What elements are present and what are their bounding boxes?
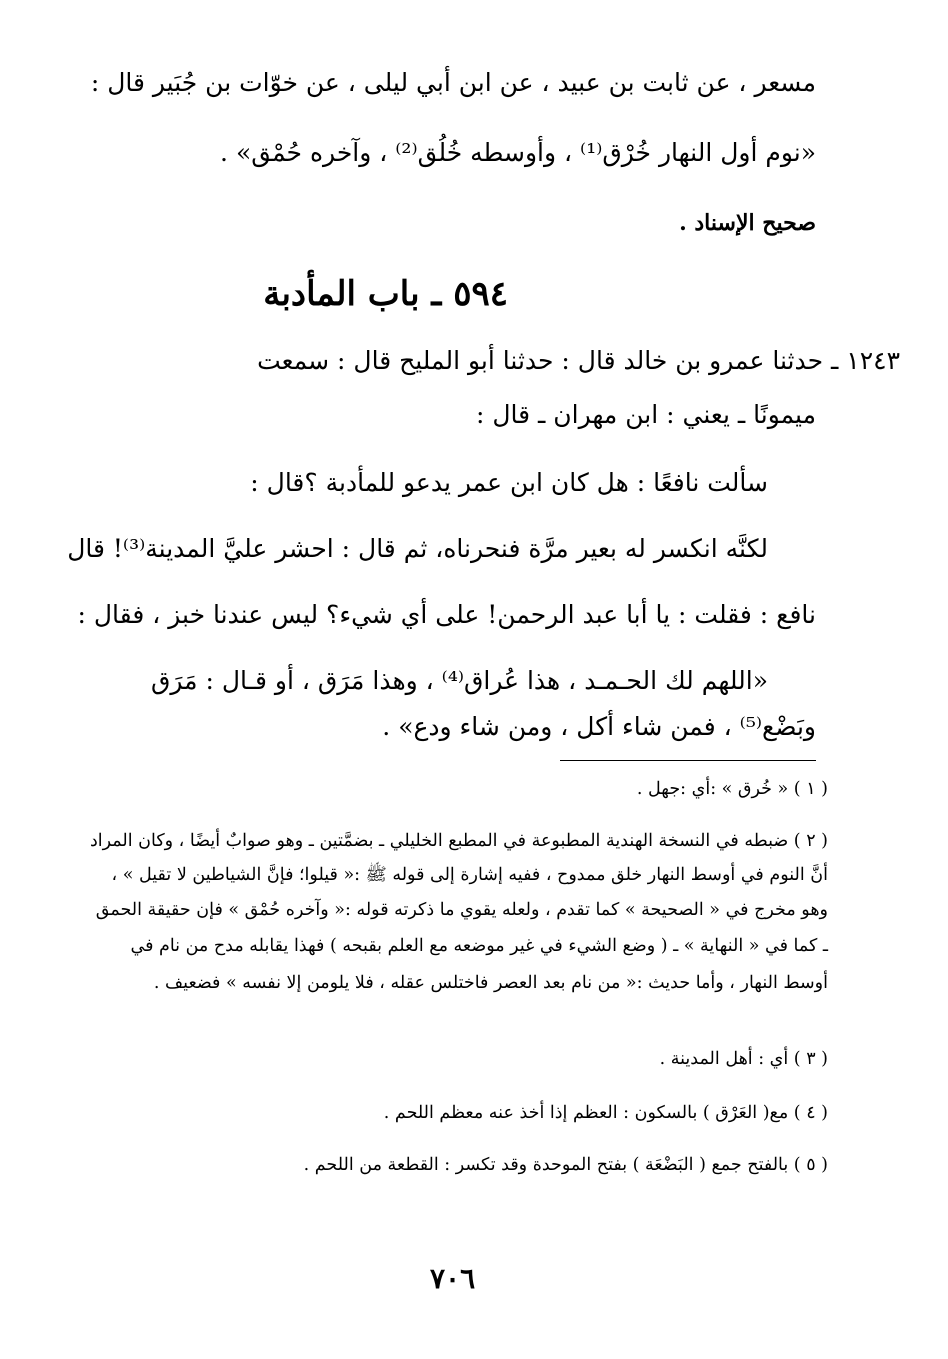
hadith-line-5: نافع : فقلت : يا أبا عبد الرحمن! على أي شيء؟ ليس عندنا خبز ، فقال : — [77, 600, 816, 629]
hadith-line-6: «اللهم لك الحـمـد ، هذا عُراق⁽⁴⁾ ، وهذا مَرَق ، أو قـال : مَرَق — [150, 666, 768, 695]
hadith-line-2: ميمونًا ـ يعني : ابن مهران ـ قال : — [475, 400, 816, 429]
footnote-1: ( ١ ) « خُرق » :أي :جهل . — [636, 779, 828, 799]
footnote-2-line-1: ( ٢ ) ضبطه في النسخة الهندية المطبوعة في المطبع الخليلي ـ بضمَّتين ـ وهو صوابٌ أيضًا ، وكان المراد — [89, 831, 828, 851]
footnote-2-line-3: وهو مخرج في « الصحيحة » كما تقدم ، ولعله يقوي ما ذكرته قوله :« وآخره حُمْق » فإن حقيقة الحمق — [95, 900, 828, 920]
hadith-line-3: سألت نافعًا : هل كان ابن عمر يدعو للمأدبة ؟قال : — [250, 468, 768, 497]
footnote-2-line-2: أنَّ النوم في أوسط النهار خلق ممدوح ، ففيه إشارة إلى قوله ﷺ :« قيلوا؛ فإنَّ الشياطين لا تقيل » ، — [111, 865, 828, 885]
hadith-line-1: ١٢٤٣ ـ حدثنا عمرو بن خالد قال : حدثنا أبو المليح قال : سمعت — [257, 346, 900, 375]
hadith-line-7: وبَضْع⁽⁵⁾ ، فمن شاء أكل ، ومن شاء ودع» . — [382, 712, 816, 741]
page-number: ٧٠٦ — [430, 1262, 476, 1295]
footnote-2-line-5: أوسط النهار ، وأما حديث :« من نام بعد العصر فاختلس عقله ، فلا يلومن إلا نفسه » فضعيف . — [153, 973, 828, 993]
footnote-divider — [560, 760, 816, 761]
text-line-top-1: مسعر ، عن ثابت بن عبيد ، عن ابن أبي ليلى ، عن خوّات بن جُبَير قال : — [90, 68, 816, 97]
chapter-title: ٥٩٤ ـ باب المأدبة — [263, 274, 508, 314]
footnote-3: ( ٣ ) أي : أهل المدينة . — [659, 1049, 828, 1069]
footnote-2-line-4: ـ كما في « النهاية » ـ ( وضع الشيء في غير موضعه مع العلم بقبحه ) فهذا يقابله مدح من نام في — [130, 936, 828, 956]
grading-label: صحيح الإسناد . — [679, 210, 816, 236]
footnote-4: ( ٤ ) مع( العَرْق ) بالسكون : العظم إذا أخذ عنه معظم اللحم . — [383, 1103, 828, 1123]
footnote-5: ( ٥ ) بالفتح جمع ( البَضْعَة ) بفتح الموحدة وقد تكسر : القطعة من اللحم . — [303, 1155, 828, 1175]
text-line-top-2: «نوم أول النهار خُرْق⁽¹⁾ ، وأوسطه خُلُق⁽²⁾ ، وآخره حُمْق» . — [220, 138, 816, 167]
hadith-line-4: لكنَّه انكسر له بعير مرَّة فنحرناه، ثم قال : احشر عليَّ المدينة⁽³⁾! قال — [67, 534, 768, 563]
